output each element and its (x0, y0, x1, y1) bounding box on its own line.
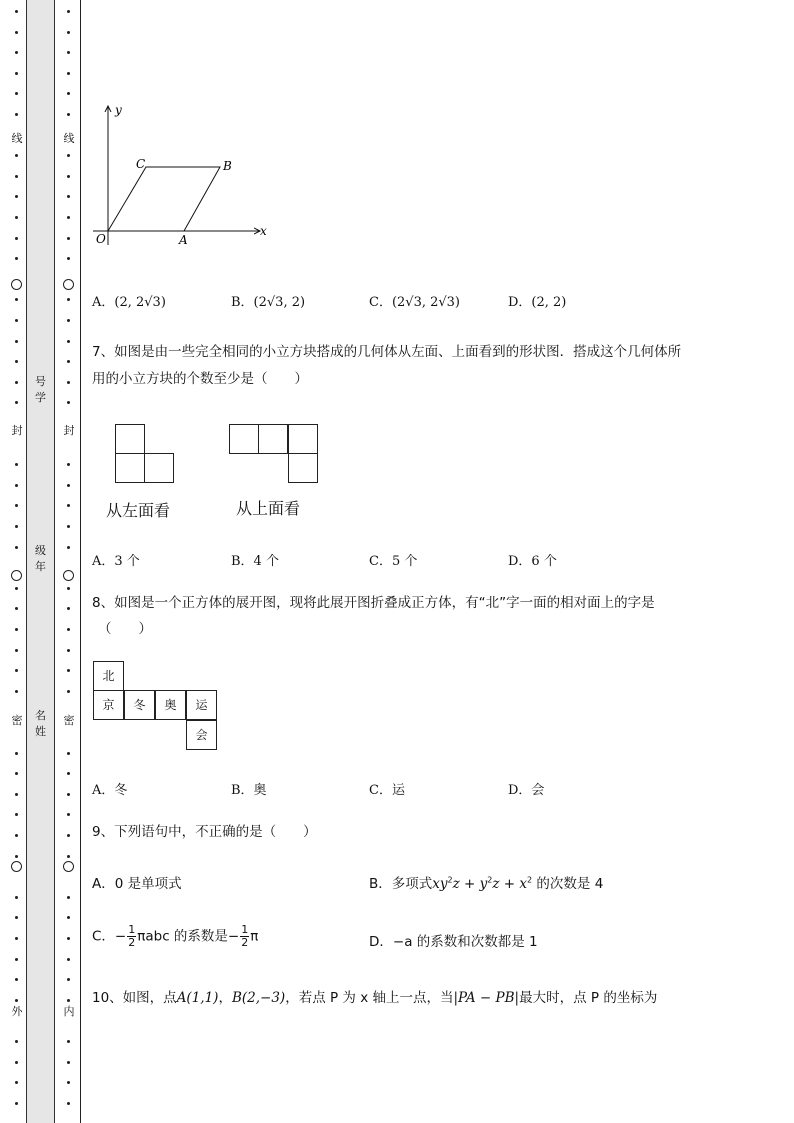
margin-dot (67, 31, 70, 34)
margin-dot (67, 999, 70, 1002)
margin-dot (15, 896, 18, 899)
margin-dot (15, 463, 18, 466)
student-id-label: 号 学 (35, 375, 46, 404)
margin-dot (15, 1081, 18, 1084)
net-face: 奥 (155, 690, 186, 720)
grid-cell (144, 453, 174, 483)
parallelogram-oabc (108, 167, 220, 231)
margin-dot (15, 772, 18, 775)
net-face: 冬 (124, 690, 155, 720)
margin-dot (67, 504, 70, 507)
margin-mark: 线 (11, 132, 23, 145)
margin-dot (15, 958, 18, 961)
margin-dot (67, 607, 70, 610)
margin-dot (15, 257, 18, 260)
margin-dot (15, 690, 18, 693)
name-label: 名 姓 (35, 709, 46, 738)
grid-cell (115, 453, 145, 483)
margin-dot (15, 999, 18, 1002)
margin-dot (15, 360, 18, 363)
margin-dot (67, 896, 70, 899)
q7-option-d: D．6 个 (508, 554, 557, 569)
margin-dot (67, 72, 70, 75)
margin-dot (15, 813, 18, 816)
q9-option-d: D．−a 的系数和次数都是 1 (369, 934, 538, 950)
q9-stem: 9、下列语句中，不正确的是（ ） (92, 824, 317, 840)
margin-dot (15, 937, 18, 940)
margin-mark: 密 (11, 714, 23, 727)
q6-option-b: B．(2√3, 2) (231, 295, 306, 310)
margin-dot (15, 793, 18, 796)
q6-option-c: C．(2√3, 2√3) (369, 295, 461, 310)
margin-dot (67, 10, 70, 13)
parallelogram-figure (88, 100, 278, 250)
margin-dot (67, 916, 70, 919)
margin-dot (67, 649, 70, 652)
margin-dot (15, 72, 18, 75)
margin-dot (15, 855, 18, 858)
margin-dot (15, 195, 18, 198)
q7-stem-line1: 7、如图是由一些完全相同的小立方块搭成的几何体从左面、上面看到的形状图．搭成这个几何体所 (92, 344, 682, 360)
net-face: 京 (93, 690, 124, 720)
margin-dot (67, 360, 70, 363)
x-axis-label: x (260, 224, 267, 238)
grid-cell (258, 424, 288, 454)
margin-dot (67, 1061, 70, 1064)
margin-dot (67, 340, 70, 343)
margin-dot (15, 340, 18, 343)
top-view-caption: 从上面看 (236, 499, 301, 518)
margin-circle (11, 861, 22, 872)
margin-dot (15, 51, 18, 54)
grid-cell (288, 424, 318, 454)
margin-dot (15, 525, 18, 528)
margin-dot (67, 978, 70, 981)
q7-option-c: C．5 个 (369, 554, 418, 569)
margin-dot (67, 319, 70, 322)
margin-dot (15, 916, 18, 919)
margin-dot (15, 752, 18, 755)
margin-dot (67, 1102, 70, 1105)
q8-stem-line1: 8、如图是一个正方体的展开图，现将此展开图折叠成正方体，有“北”字一面的相对面上的字是 (92, 595, 655, 611)
margin-dot (15, 10, 18, 13)
margin-dot (15, 175, 18, 178)
margin-dot (15, 31, 18, 34)
margin-dot (67, 216, 70, 219)
q8-option-d: D．会 (508, 783, 545, 798)
margin-dot (15, 649, 18, 652)
margin-dot (67, 772, 70, 775)
margin-mark: 封 (63, 424, 75, 437)
margin-dot (15, 504, 18, 507)
q8-option-b: B．奥 (231, 783, 267, 798)
margin-dot (67, 958, 70, 961)
margin-mark: 密 (63, 714, 75, 727)
margin-dot (67, 113, 70, 116)
y-axis-label: y (115, 103, 122, 117)
q7-option-b: B．4 个 (231, 554, 279, 569)
margin-dot (15, 1061, 18, 1064)
margin-dot (15, 381, 18, 384)
margin-dot (15, 216, 18, 219)
margin-mark: 外 (11, 1005, 23, 1018)
margin-dot (15, 401, 18, 404)
margin-dot (15, 154, 18, 157)
left-view-caption: 从左面看 (106, 501, 171, 520)
margin-dot (15, 607, 18, 610)
q8-stem-line2: （ ） (98, 621, 152, 637)
point-o-label: O (96, 232, 106, 246)
margin-dot (67, 628, 70, 631)
point-b-label: B (223, 159, 232, 173)
margin-dot (67, 525, 70, 528)
q10-stem: 10、如图，点A(1,1)，B(2,−3)，若点 P 为 x 轴上一点，当|PA − PB|最大时，点 P 的坐标为 (92, 990, 658, 1006)
margin-dot (67, 546, 70, 549)
grid-cell (115, 424, 145, 454)
grid-cell (288, 453, 318, 483)
q9-option-a: A．0 是单项式 (92, 876, 182, 892)
margin-circle (63, 861, 74, 872)
margin-mark: 内 (63, 1005, 75, 1018)
margin-dot (15, 834, 18, 837)
q9-option-b: B．多项式$xy^2z + y^2z + x^2$ 的次数是 4 (369, 875, 604, 892)
margin-dot (67, 752, 70, 755)
margin-circle (63, 570, 74, 581)
margin-dot (67, 793, 70, 796)
margin-dot (67, 237, 70, 240)
q8-option-c: C．运 (369, 783, 405, 798)
margin-dot (67, 1081, 70, 1084)
margin-dot (15, 237, 18, 240)
margin-dot (67, 195, 70, 198)
margin-dot (15, 1102, 18, 1105)
margin-dot (67, 937, 70, 940)
net-face: 北 (93, 661, 124, 691)
q7-option-a: A．3 个 (92, 554, 140, 569)
margin-dot (15, 628, 18, 631)
margin-dot (67, 298, 70, 301)
binding-rule (80, 0, 81, 1123)
net-face: 会 (186, 720, 217, 750)
margin-dot (15, 546, 18, 549)
q8-option-a: A．冬 (92, 783, 128, 798)
point-a-label: A (179, 233, 188, 247)
margin-dot (15, 113, 18, 116)
margin-dot (67, 175, 70, 178)
left-dot-column (10, 0, 24, 1123)
point-c-label: C (136, 157, 146, 171)
margin-dot (67, 690, 70, 693)
margin-dot (15, 587, 18, 590)
margin-dot (15, 319, 18, 322)
margin-dot (67, 813, 70, 816)
q7-stem-line2: 用的小立方块的个数至少是（ ） (92, 371, 308, 387)
margin-dot (67, 154, 70, 157)
q6-option-a: A．(2, 2√3) (92, 295, 166, 310)
margin-dot (67, 669, 70, 672)
margin-dot (67, 92, 70, 95)
margin-mark: 线 (63, 132, 75, 145)
margin-dot (15, 1040, 18, 1043)
margin-dot (15, 978, 18, 981)
margin-dot (67, 1040, 70, 1043)
margin-dot (67, 257, 70, 260)
q6-option-d: D．(2, 2) (508, 295, 567, 310)
net-face: 运 (186, 690, 217, 720)
margin-dot (67, 587, 70, 590)
margin-dot (67, 855, 70, 858)
margin-dot (15, 669, 18, 672)
margin-dot (67, 381, 70, 384)
margin-dot (15, 484, 18, 487)
margin-mark: 封 (11, 424, 23, 437)
margin-dot (67, 484, 70, 487)
margin-dot (67, 463, 70, 466)
margin-dot (67, 401, 70, 404)
q9-option-c: C．− $\frac{1}{2}$ πabc 的系数是− $\frac{1}{2}$ π (92, 923, 259, 949)
margin-circle (11, 279, 22, 290)
grid-cell (229, 424, 259, 454)
margin-dot (15, 298, 18, 301)
right-dot-column (62, 0, 76, 1123)
margin-circle (63, 279, 74, 290)
margin-circle (11, 570, 22, 581)
grade-label: 级 年 (35, 544, 46, 573)
margin-dot (67, 834, 70, 837)
margin-dot (15, 92, 18, 95)
margin-dot (67, 51, 70, 54)
